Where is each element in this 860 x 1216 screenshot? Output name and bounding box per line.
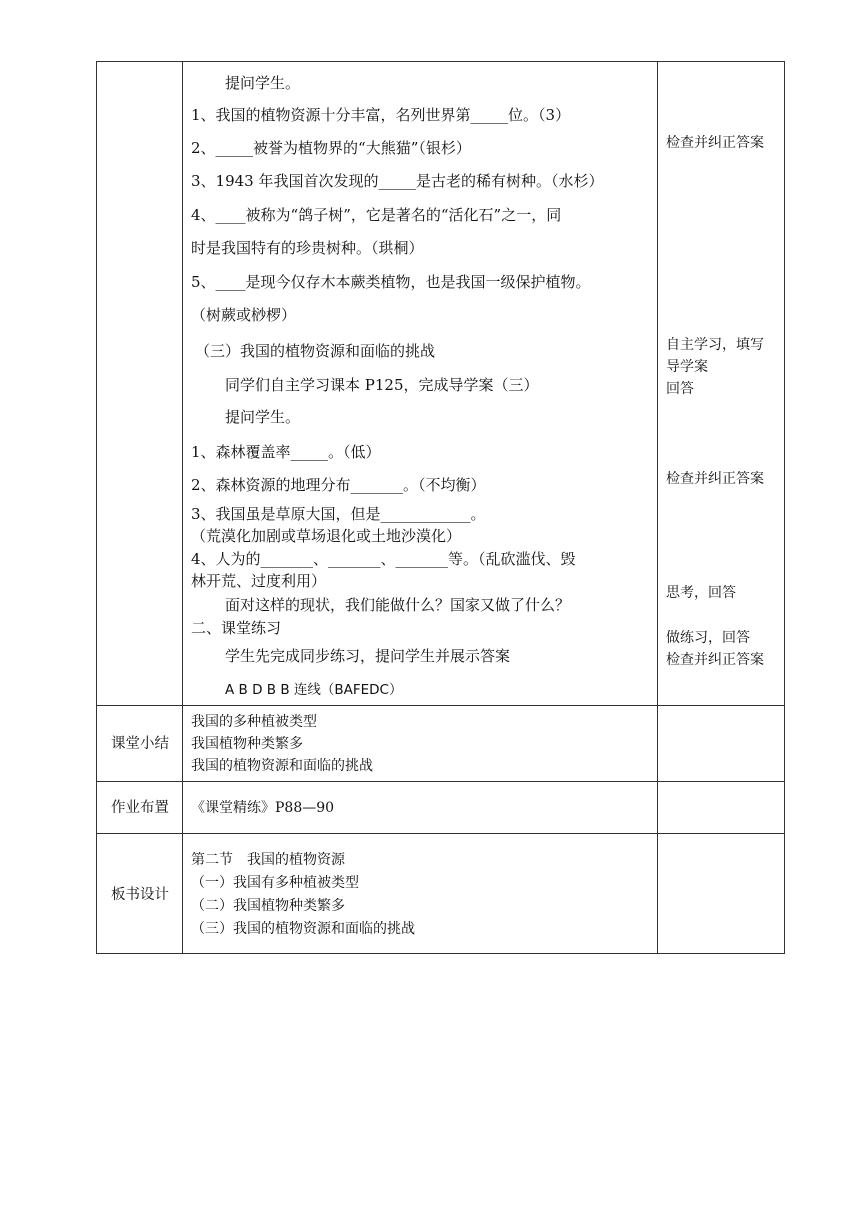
main-line: 4、人为的_______、_______、_______等。（乱砍滥伐、毁: [191, 550, 576, 568]
summary-line: 我国植物种类繁多: [191, 736, 303, 752]
main-line: 面对这样的现状，我们能做什么？国家又做了什么？: [225, 596, 571, 614]
main-line: 提问学生。: [225, 74, 301, 92]
main-line: 2、_____被誉为植物界的“大熊猫”（银杉）: [191, 139, 471, 157]
row-divider-3: [97, 833, 784, 834]
board-label: 板书设计: [111, 887, 169, 903]
column-divider-2: [657, 62, 658, 953]
homework-text: 《课堂精练》P88—90: [191, 800, 335, 816]
summary-line: 我国的多种植被类型: [191, 714, 317, 730]
student-activity-line: 做练习，回答: [666, 630, 750, 646]
main-line: 4、____被称为“鸽子树”，它是著名的“活化石”之一，同: [191, 206, 562, 224]
main-line: （三）我国的植物资源和面临的挑战: [195, 342, 436, 360]
main-line: 1、森林覆盖率_____。（低）: [191, 443, 381, 461]
board-line: （一）我国有多种植被类型: [191, 875, 359, 891]
student-activity-line: 检查并纠正答案: [666, 471, 764, 487]
main-line: 1、我国的植物资源十分丰富，名列世界第_____位。（3）: [191, 106, 571, 124]
main-line: 二、课堂练习: [191, 619, 282, 637]
main-line: 林开荒、过度利用）: [191, 572, 327, 590]
main-line: 5、____是现今仅存木本蕨类植物，也是我国一级保护植物。: [191, 273, 591, 291]
student-activity-line: 回答: [666, 381, 694, 397]
column-divider-1: [182, 62, 183, 953]
main-line: 同学们自主学习课本 P125，完成导学案（三）: [225, 376, 539, 394]
main-line: 提问学生。: [225, 408, 301, 426]
student-activity-line: 自主学习，填写: [666, 337, 764, 353]
board-line: 第二节 我国的植物资源: [191, 852, 345, 868]
lesson-plan-table: [96, 61, 785, 954]
main-line: 3、1943 年我国首次发现的_____是古老的稀有树种。（水杉）: [191, 172, 604, 190]
main-line: （树蕨或桫椤）: [191, 306, 297, 324]
summary-label: 课堂小结: [111, 736, 169, 752]
homework-label: 作业布置: [111, 800, 169, 816]
main-line: 学生先完成同步练习，提问学生并展示答案: [225, 647, 511, 665]
student-activity-line: 检查并纠正答案: [666, 135, 764, 151]
main-line: （荒漠化加剧或草场退化或土地沙漠化）: [191, 527, 462, 545]
row-divider-2: [97, 781, 784, 782]
summary-line: 我国的植物资源和面临的挑战: [191, 758, 373, 774]
main-line: 2、森林资源的地理分布_______。（不均衡）: [191, 476, 486, 494]
student-activity-line: 导学案: [666, 359, 708, 375]
row-divider-1: [97, 705, 784, 706]
student-activity-line: 检查并纠正答案: [666, 652, 764, 668]
main-line: 时是我国特有的珍贵树种。（珙桐）: [191, 239, 424, 257]
board-line: （二）我国植物种类繁多: [191, 898, 345, 914]
board-line: （三）我国的植物资源和面临的挑战: [191, 921, 415, 937]
student-activity-line: 思考，回答: [666, 585, 736, 601]
main-line: A B D B B 连线（BAFEDC）: [225, 682, 403, 698]
main-line: 3、我国虽是草原大国，但是____________。: [191, 505, 486, 523]
